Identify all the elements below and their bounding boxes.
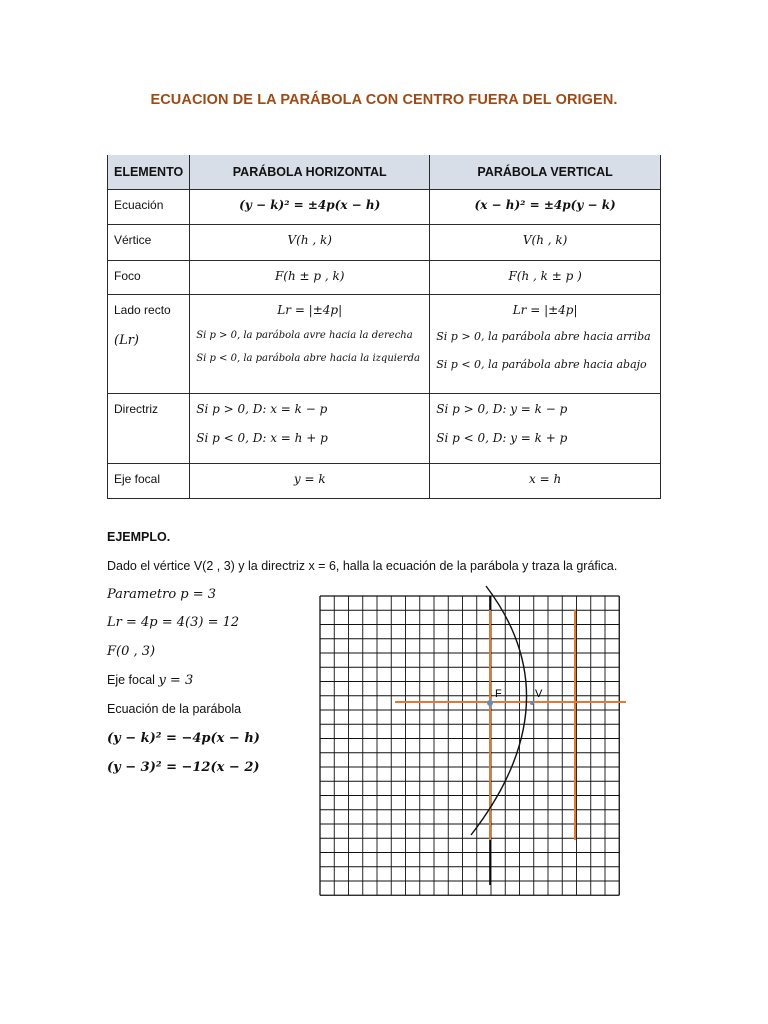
example-statement: Dado el vértice V(2 , 3) y la directriz x = 6, halla la ecuación de la parábola y traza la gráfica. (107, 559, 618, 573)
header-vertical: PARÁBOLA VERTICAL (430, 155, 661, 190)
label-lado-recto: Lado recto (114, 303, 171, 317)
vertice-vertical: V(h , k) (522, 233, 568, 247)
lr-v-neg: Si p < 0, la parábola abre hacia abajo (436, 358, 647, 371)
directriz-v-pos: Si p > 0, D: y = k − p (436, 402, 568, 416)
lr-v-pos: Si p > 0, la parábola abre hacia arriba (436, 330, 651, 343)
focus-dot (487, 700, 493, 706)
eje-focal-vertical: x = h (529, 472, 562, 486)
example-latus-rectum: Lr = 4p = 4(3) = 12 (107, 615, 240, 630)
lr-h-neg: Si p < 0, la parábola abre hacia la izquierda (196, 353, 421, 364)
ecuacion-vertical: (x − h)² = ±4p(y − k) (474, 198, 616, 212)
example-equation-general: (y − k)² = −4p(x − h) (107, 731, 260, 746)
focal-axis-label: Eje focal (107, 673, 155, 687)
vertex-label: V (535, 688, 543, 700)
label-eje-focal: Eje focal (114, 472, 161, 486)
foco-vertical: F(h , k ± p ) (508, 269, 582, 283)
example-focus: F(0 , 3) (107, 644, 156, 659)
directriz-h-neg: Si p < 0, D: x = h + p (196, 431, 328, 445)
lr-horizontal: Lr = |±4p| (277, 303, 343, 317)
lr-vertical: Lr = |±4p| (512, 303, 578, 317)
example-parameter: Parametro p = 3 (107, 587, 217, 602)
ecuacion-horizontal: (y − k)² = ±4p(x − h) (239, 198, 381, 212)
vertice-horizontal: V(h , k) (287, 233, 332, 247)
label-directriz: Directriz (114, 402, 158, 416)
parabola-curve (471, 586, 527, 835)
label-vertice: Vértice (114, 233, 152, 247)
eje-focal-horizontal: y = k (293, 472, 326, 486)
focus-label: F (495, 688, 502, 700)
page-title: ECUACION DE LA PARÁBOLA CON CENTRO FUERA DEL ORIGEN. (150, 92, 618, 108)
label-lr: (Lr) (114, 333, 139, 348)
label-foco: Foco (114, 269, 141, 283)
directriz-h-pos: Si p > 0, D: x = k − p (196, 402, 328, 416)
vertex-dot (530, 701, 534, 705)
header-horizontal: PARÁBOLA HORIZONTAL (190, 155, 430, 190)
header-elemento: ELEMENTO (108, 155, 190, 190)
example-equation-specific: (y − 3)² = −12(x − 2) (107, 760, 260, 775)
lr-h-pos: Si p > 0, la parábola avre hacia la derecha (196, 330, 413, 341)
focal-axis-equation: y = 3 (158, 673, 194, 688)
foco-horizontal: F(h ± p , k) (274, 269, 345, 283)
example-equation-label: Ecuación de la parábola (107, 702, 242, 716)
example-heading: EJEMPLO. (107, 530, 171, 544)
directriz-v-neg: Si p < 0, D: y = k + p (436, 431, 568, 445)
label-ecuacion: Ecuación (114, 198, 164, 212)
